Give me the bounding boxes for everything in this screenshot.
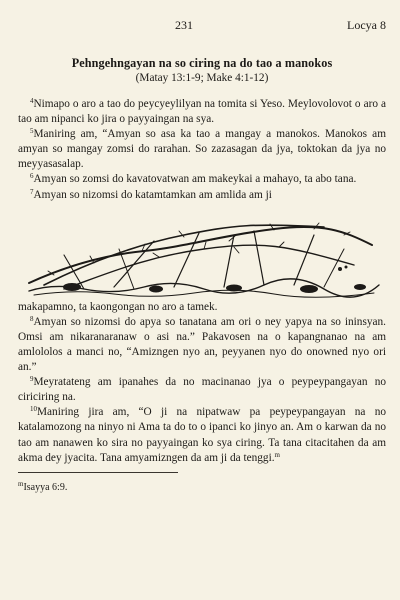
verse: [18, 315, 386, 375]
verse-number: 6: [30, 172, 34, 181]
verse-text: Amyan so nizomsi do apya so tanatana am ori o ney yapya na so ininsyan. Omsi am nikaranaranaw o asi na.” Pakavosen na o kapangnanao na am amlololos a manci no, “Amizngen nyo an, peyyanen nyo do onowned nyo ori an.”: [18, 315, 386, 374]
verse: [18, 375, 386, 405]
verse-text: Meyratateng am ipanahes da no macinanao jya o peypeypangayan no ciriciring na.: [18, 376, 386, 404]
footnote-marker: m: [18, 479, 24, 488]
verse-number: 9: [30, 375, 34, 384]
footnote-divider: [18, 472, 178, 473]
verse: [18, 405, 386, 465]
verse-text: Maniring am, “Amyan so asa ka tao a mangay a manokos. Manokos am amyan so mangay zomsi do rarahan. So zazasagan da jya, toktokan da jya no meyyasasalap.: [18, 128, 386, 171]
footnote: [18, 479, 386, 493]
verse-text: Nimapo o aro a tao do peycyeylilyan na tomita si Yeso. Meylovolovot o aro a tao am nipanci ko jira o payyaingan na sya.: [18, 98, 386, 126]
verse-text: Amyan so nizomsi do katamtamkan am amlida am ji: [33, 188, 272, 201]
verse: [18, 127, 386, 172]
verse-text: Maniring jira am, “O ji na nipatwaw pa peypeypangayan na no katalamozong na ninyo ni Ama ta do to o ipanci ko jinyo an. Am o karwan da no tao am nanawen ko sira no payyaingan ko sya ciring. Ta tana citacitahen da am akma dey jyacita. Tana amyamizngen da am ji da tenggi.: [18, 406, 386, 464]
verse-number: 10: [30, 405, 37, 414]
verse-number: 5: [30, 127, 34, 136]
verse: [18, 188, 386, 203]
verse: [18, 172, 386, 187]
book-page: [18, 18, 386, 493]
section-title: Pehngehngayan na so ciring na do tao a manokos: [71, 56, 333, 70]
footnote-text: Isayya 6:9.: [23, 481, 68, 493]
verse: [18, 97, 386, 127]
verse-number: 8: [30, 314, 34, 323]
page-number: 231: [175, 18, 193, 32]
section-references: (Matay 13:1-9; Make 4:1-12): [135, 72, 269, 84]
page-header: [18, 18, 386, 36]
footnote-marker: m: [274, 450, 280, 459]
body-text: [18, 97, 386, 466]
thorn-bush-illustration: [24, 205, 386, 299]
verse-text: Amyan so zomsi do kavatovatwan am makeykai a mahayo, ta abo tana.: [33, 173, 357, 186]
verse-continuation: makapamno, ta kaongongan no aro a tamek.: [18, 300, 218, 313]
running-head: Locya 8: [347, 18, 386, 32]
verse-number: 4: [30, 97, 34, 105]
verse-number: 7: [30, 187, 34, 196]
